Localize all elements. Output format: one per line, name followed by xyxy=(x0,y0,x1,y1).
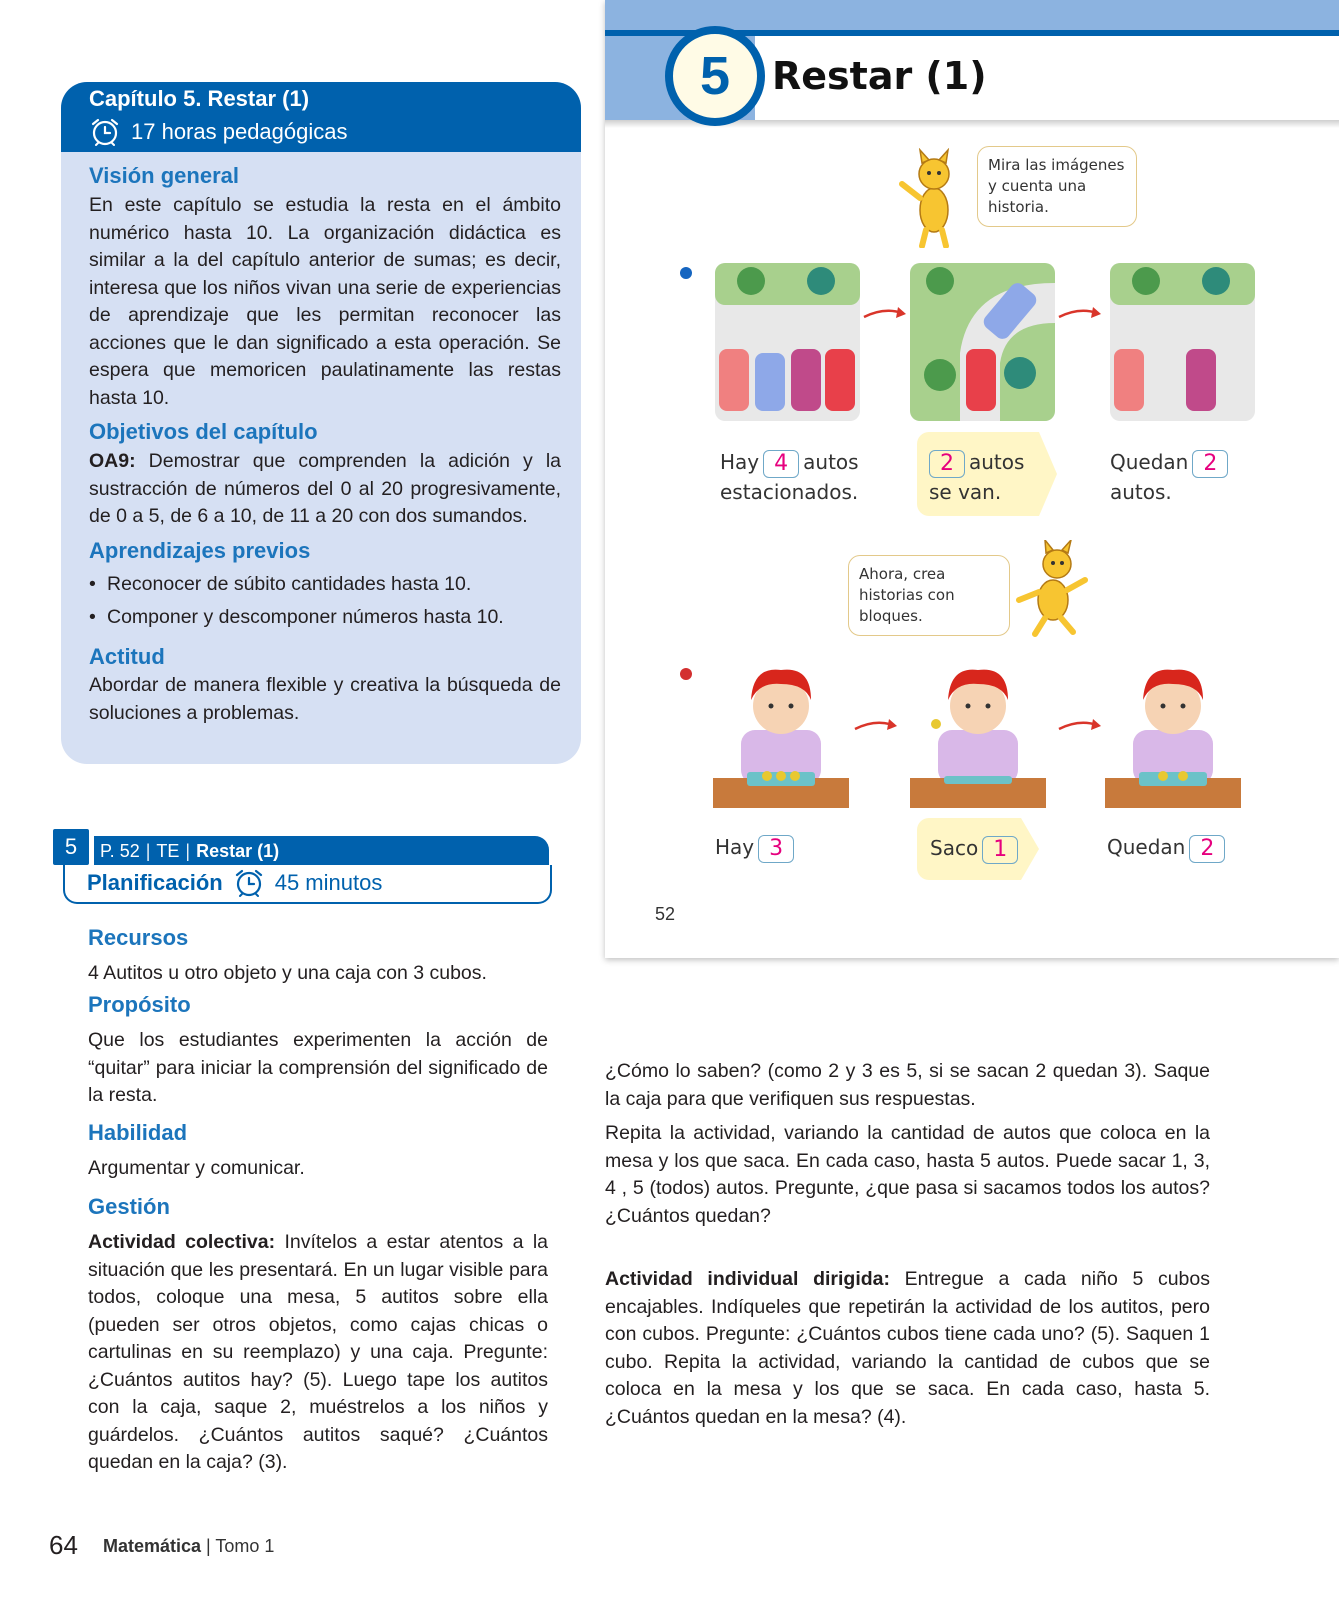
speech-bubble: Ahora, crea historias con bloques. xyxy=(848,555,1010,636)
objectives-title: Objetivos del capítulo xyxy=(89,419,318,444)
overview-title: Visión general xyxy=(89,163,239,188)
previous-learning-list xyxy=(89,568,561,634)
red-dot xyxy=(680,668,692,680)
word-autos: autos xyxy=(969,450,1025,474)
objectives-text xyxy=(89,448,561,531)
individual-label: Actividad individual dirigida: xyxy=(605,1268,891,1290)
number-box: 2 xyxy=(1192,450,1228,478)
word-hay: Hay xyxy=(720,450,760,474)
list-item: • Componer y descomponer números hasta 10. xyxy=(89,601,561,634)
alarm-clock-icon xyxy=(89,118,121,146)
word-autos: autos xyxy=(803,450,859,474)
purpose-title: Propósito xyxy=(88,992,191,1017)
blocks-sentence-quedan xyxy=(1107,833,1229,863)
textbook-page-image xyxy=(605,0,1339,958)
boy-remaining-cubes-illustration xyxy=(1105,660,1241,808)
right-arrow-icon xyxy=(853,715,899,735)
lesson-strip: P. 52 | TE | Restar (1) xyxy=(94,836,549,866)
overview-text: En este capítulo se estudia la resta en el ámbito numérico hasta 10. La organización didáctica es similar a la del capítulo anterior de sumas; es decir, interesa que los niños vivan una serie de experiencias de aprendizaje que les permitan reconocer las acciones que le dan significado a esta operación. Se espera que memoricen paulatinamente las restas hasta 10. xyxy=(89,194,561,409)
right-arrow-icon xyxy=(862,303,908,323)
tag-point xyxy=(1035,432,1057,516)
alarm-clock-icon xyxy=(233,869,265,897)
cat-character-illustration xyxy=(898,148,968,248)
cars-sentence-quedan xyxy=(1110,448,1232,506)
cars-leaving-illustration xyxy=(910,263,1055,421)
management-title: Gestión xyxy=(88,1194,170,1219)
cars-sentence-van xyxy=(929,448,1024,506)
textbook-page-number: 52 xyxy=(655,904,676,924)
lesson-name: Restar (1) xyxy=(196,841,280,861)
lesson-number-badge: 5 xyxy=(53,829,89,865)
objective-code: OA9: xyxy=(89,450,136,472)
attitude-title: Actitud xyxy=(89,644,165,669)
previous-learning-title: Aprendizajes previos xyxy=(89,538,311,563)
word-estacionados: estacionados. xyxy=(720,479,859,504)
planning-header xyxy=(87,869,382,897)
boy-taking-cube-illustration xyxy=(910,660,1046,808)
word-quedan: Quedan xyxy=(1107,835,1186,859)
word-se-van: se van. xyxy=(929,479,1002,504)
verification-paragraph: ¿Cómo lo saben? (como 2 y 3 es 5, si se sacan 2 quedan 3). Saque la caja para que verifiquen sus respuestas. xyxy=(605,1060,1210,1110)
chapter-overview-box xyxy=(61,82,581,764)
boy-with-cubes-illustration xyxy=(713,660,849,808)
parked-cars-illustration xyxy=(715,263,860,421)
blue-dot xyxy=(680,267,692,279)
planning-box xyxy=(63,865,552,904)
number-box: 2 xyxy=(1189,835,1225,863)
number-box: 2 xyxy=(929,450,965,478)
collective-description: Invítelos a estar atentos a la situación que les presentará. En un lugar visible para todos, coloque una mesa, 5 autitos sobre ella (pueden ser otros objetos, como cajas chicas o cartulinas en su reemplazo) y una caja. Pregunte: ¿Cuántos autitos hay? (5). Luego tape los autitos con la caja, saque 2, muéstrelos a los niños y guárdelos. ¿Cuántos autitos saqué? ¿Cuántos quedan en la caja? (3). xyxy=(88,1231,549,1473)
hours-label: 17 horas pedagógicas xyxy=(131,119,348,144)
blocks-sentence-saco xyxy=(930,834,1022,864)
speech-bubble: Mira las imágenes y cuenta una historia. xyxy=(977,146,1137,227)
right-arrow-icon xyxy=(1057,715,1103,735)
planning-minutes: 45 minutos xyxy=(274,870,383,895)
blocks-sentence-hay xyxy=(715,833,798,863)
repeat-activity-paragraph: Repita la actividad, variando la cantidad de autos que coloca en la mesa y los que saca. En cada caso, hasta 5 autos. Puede sacar 1, 3, 4 , 5 (todos) autos. Pregunte, ¿que pasa si sacamos todos los autos? ¿Cuántos quedan? xyxy=(605,1122,1210,1227)
word-saco: Saco xyxy=(930,836,979,860)
individual-description: Entregue a cada niño 5 cubos encajables. Indíqueles que repetirán la actividad de los autitos, pero con cubos. Pregunte: ¿Cuántos cubos tiene cada uno? (5). Saquen 1 cubo. Repita la actividad, variando la cantidad de cubos que se coloca en la mesa y los que se saca. En cada caso, hasta 5. ¿Cuántos quedan en la mesa? (4). xyxy=(605,1268,1210,1428)
te-label: TE xyxy=(156,841,180,861)
number-box: 3 xyxy=(758,835,794,863)
page-reference: P. 52 xyxy=(100,841,140,861)
list-item: • Reconocer de súbito cantidades hasta 10. xyxy=(89,568,561,601)
cars-sentence-hay xyxy=(720,448,859,506)
footer-book-info xyxy=(103,1536,274,1557)
skill-title: Habilidad xyxy=(88,1120,188,1145)
collective-label: Actividad colectiva: xyxy=(88,1231,276,1253)
chapter-hours xyxy=(89,118,348,146)
chapter-header xyxy=(61,82,581,152)
page-number: 64 xyxy=(49,1530,78,1560)
right-arrow-icon xyxy=(1057,303,1103,323)
chapter-title: Capítulo 5. Restar (1) xyxy=(89,86,310,111)
word-autos: autos. xyxy=(1110,479,1172,504)
individual-activity-paragraph xyxy=(605,1266,1210,1431)
chapter-number-circle: 5 xyxy=(665,26,765,126)
textbook-title: Restar (1) xyxy=(772,54,987,98)
planning-title: Planificación xyxy=(87,870,223,895)
word-quedan: Quedan xyxy=(1110,450,1189,474)
resources-text: 4 Autitos u otro objeto y una caja con 3 cubos. xyxy=(88,962,487,984)
collective-activity-text xyxy=(88,1229,548,1477)
number-box: 1 xyxy=(982,836,1018,864)
remaining-cars-illustration xyxy=(1110,263,1255,421)
purpose-text: Que los estudiantes experimenten la acción de “quitar” para iniciar la comprensión del significado de la resta. xyxy=(88,1029,548,1106)
cat-character-illustration xyxy=(1013,540,1095,640)
word-hay: Hay xyxy=(715,835,755,859)
footer-book-name: Matemática xyxy=(103,1536,202,1556)
resources-title: Recursos xyxy=(88,925,189,950)
objective-description: Demostrar que comprenden la adición y la sustracción de números del 0 al 20 progresivamente, de 0 a 5, de 6 a 10, de 11 a 20 con dos sumandos. xyxy=(89,450,561,527)
skill-text: Argumentar y comunicar. xyxy=(88,1157,305,1179)
footer-volume: | Tomo 1 xyxy=(201,1536,275,1556)
number-box: 4 xyxy=(763,450,799,478)
attitude-text: Abordar de manera flexible y creativa la búsqueda de soluciones a problemas. xyxy=(89,674,561,724)
